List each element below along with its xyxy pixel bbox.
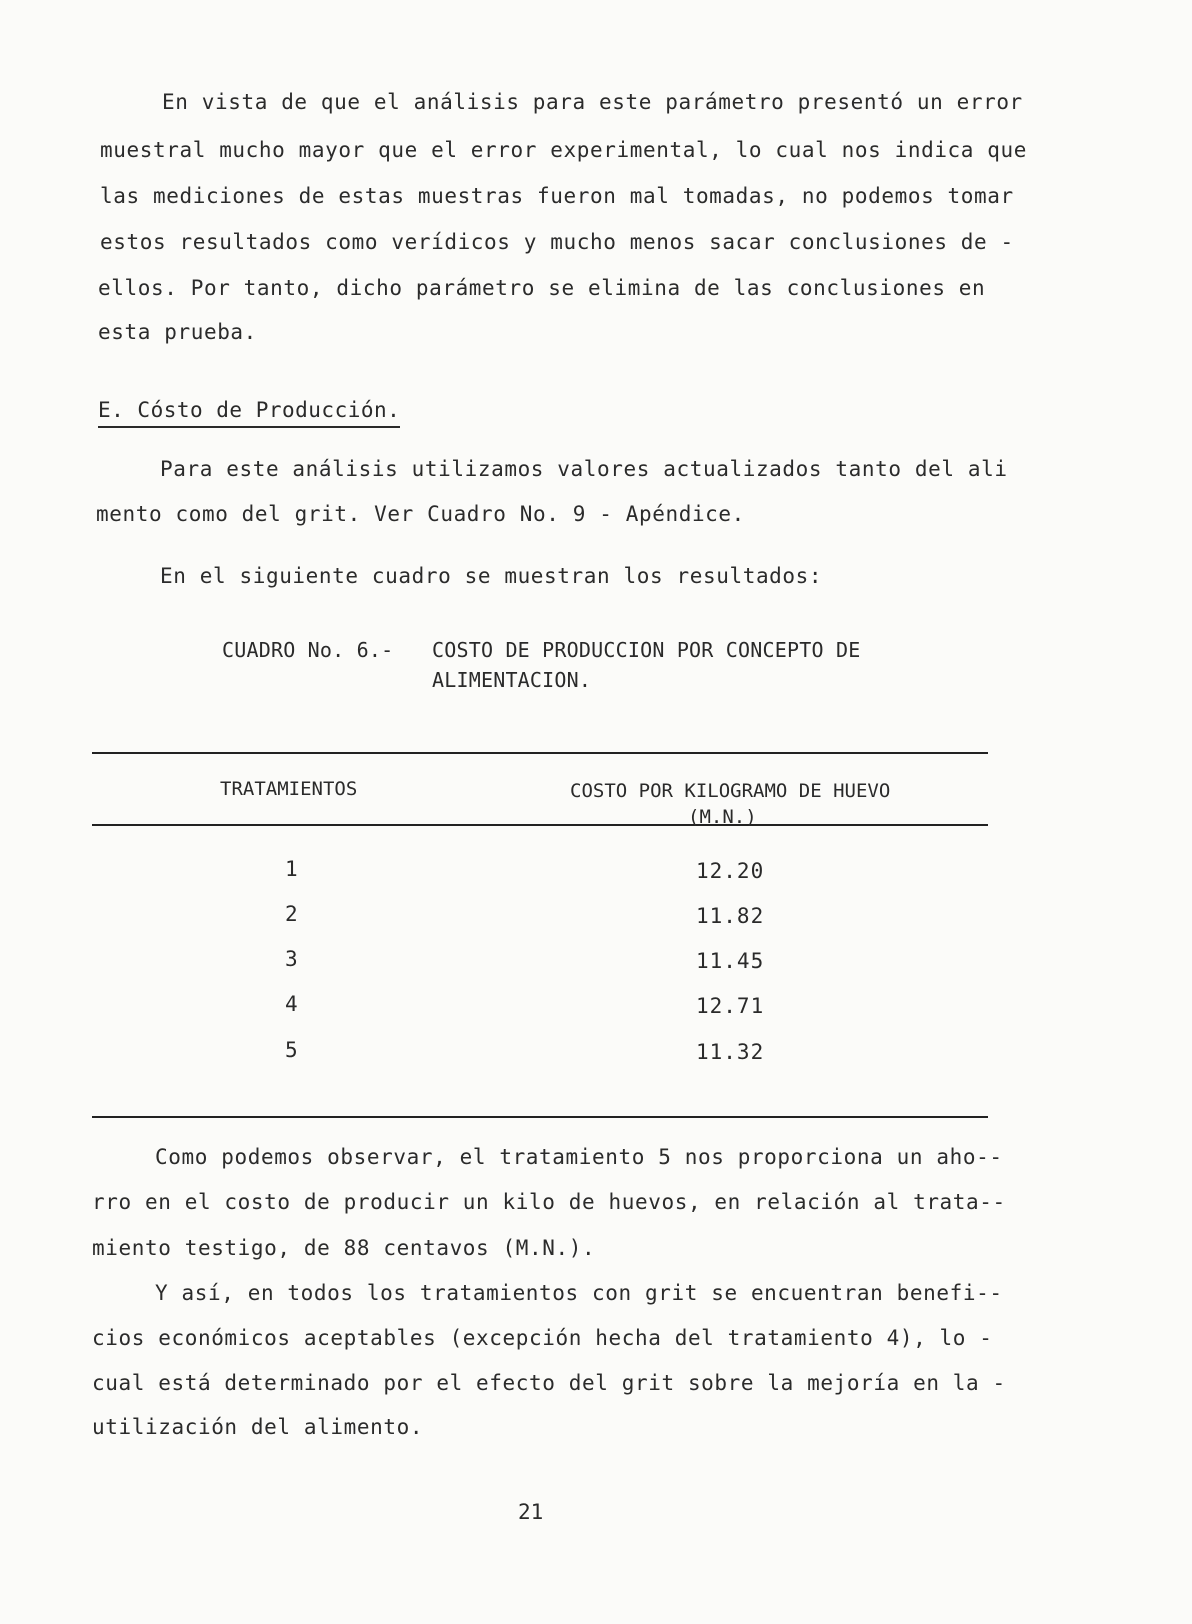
paragraph-line: utilización del alimento. (92, 1415, 424, 1439)
table-cell-costo: 12.20 (696, 859, 765, 883)
table-cell-tratamiento: 3 (285, 947, 299, 971)
paragraph-line: estos resultados como verídicos y mucho menos sacar conclusiones de - (100, 230, 1014, 254)
table-cell-costo: 11.45 (696, 949, 765, 973)
table-top-rule (92, 752, 988, 754)
table-caption-title: COSTO DE PRODUCCION POR CONCEPTO DE (432, 638, 861, 662)
paragraph-line: Para este análisis utilizamos valores actualizados tanto del ali (160, 457, 1008, 481)
paragraph-line: Como podemos observar, el tratamiento 5 nos proporciona un aho-- (155, 1145, 1003, 1169)
table-cell-costo: 12.71 (696, 994, 765, 1018)
paragraph-line: rro en el costo de producir un kilo de huevos, en relación al trata-- (92, 1190, 1006, 1214)
paragraph-line: ellos. Por tanto, dicho parámetro se elimina de las conclusiones en (98, 276, 986, 300)
table-header-tratamientos: TRATAMIENTOS (220, 778, 358, 800)
table-header-rule (92, 824, 988, 826)
paragraph-line: las mediciones de estas muestras fueron mal tomadas, no podemos tomar (100, 184, 1014, 208)
section-heading: E. Cósto de Producción. (98, 398, 400, 428)
paragraph-line: En vista de que el análisis para este parámetro presentó un error (162, 90, 1023, 114)
paragraph-line: Y así, en todos los tratamientos con grit se encuentran benefi-- (155, 1281, 1003, 1305)
paragraph-line: cios económicos aceptables (excepción hecha del tratamiento 4), lo - (92, 1326, 993, 1350)
paragraph-line: En el siguiente cuadro se muestran los resultados: (160, 564, 823, 588)
table-cell-tratamiento: 5 (285, 1038, 299, 1062)
paragraph-line: muestral mucho mayor que el error experimental, lo cual nos indica que (100, 138, 1028, 162)
paragraph-line: cual está determinado por el efecto del grit sobre la mejoría en la - (92, 1371, 1006, 1395)
table-caption-title-cont: ALIMENTACION. (432, 668, 592, 692)
table-bottom-rule (92, 1116, 988, 1118)
paragraph-line: mento como del grit. Ver Cuadro No. 9 - Apéndice. (96, 502, 745, 526)
table-caption-label: CUADRO No. 6.- (222, 638, 394, 662)
table-header-costo-unit: (M.N.) (688, 806, 757, 828)
table-cell-costo: 11.82 (696, 904, 765, 928)
table-cell-tratamiento: 1 (285, 857, 299, 881)
table-cell-tratamiento: 4 (285, 992, 299, 1016)
page-number: 21 (518, 1500, 544, 1524)
table-header-costo: COSTO POR KILOGRAMO DE HUEVO (570, 780, 891, 802)
table-cell-tratamiento: 2 (285, 902, 299, 926)
paragraph-line: miento testigo, de 88 centavos (M.N.). (92, 1236, 596, 1260)
paragraph-line: esta prueba. (98, 320, 257, 344)
table-cell-costo: 11.32 (696, 1040, 765, 1064)
